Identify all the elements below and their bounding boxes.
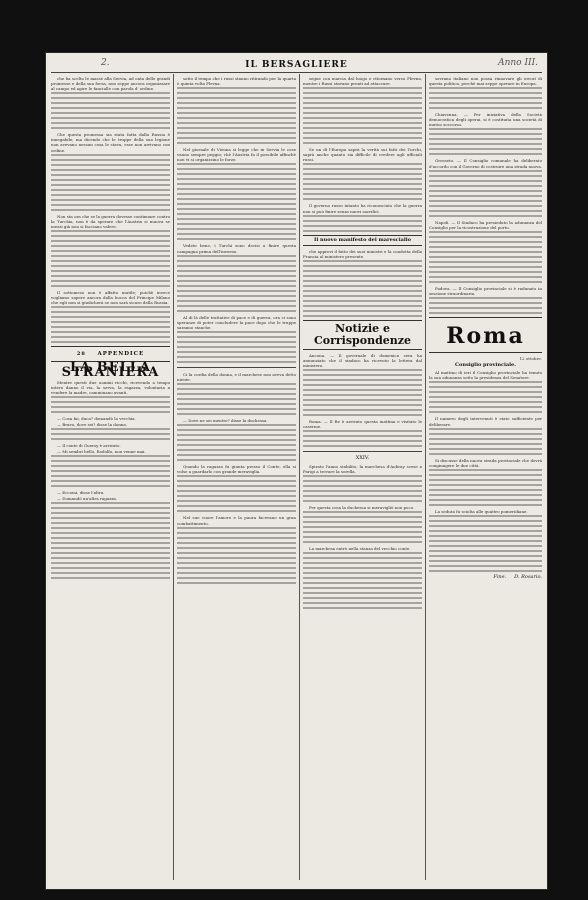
serial-text-block xyxy=(177,424,296,461)
col2-text-block xyxy=(177,255,296,312)
manifesto-text: che approvi il fatto dei suoi ministri e la condotta della Francia al ministero presente. xyxy=(303,248,422,259)
column-divider xyxy=(173,74,174,880)
col4-text-block xyxy=(429,515,542,572)
serial-paragraph: — Cosa fai, duca? domandò la vecchia. xyxy=(57,415,136,421)
col4-text-block xyxy=(429,469,542,506)
col4-text-block xyxy=(429,428,542,455)
serial-text-block xyxy=(51,428,170,440)
roma-header xyxy=(429,317,542,353)
column-3 xyxy=(303,76,422,886)
column-divider xyxy=(425,74,426,880)
roma-date: 12 ottobre. xyxy=(519,356,542,362)
roma-paragraph: Il numero degli intervenuti è stato sufficiente per deliberare. xyxy=(429,416,542,427)
col2-paragraph: sotto il tempo che i russi stanno ritirando per la quarta e quinta volta Plevna. xyxy=(177,76,296,87)
col3-text-block xyxy=(303,369,422,416)
col3-paragraph: Il governo russo intanto ha riconosciuto che la guerra non si può finire senza nuovi sacrifici. xyxy=(303,203,422,214)
col1-text-block xyxy=(51,230,170,287)
serial-paragraph: Ci la cordia della donna, e il marchese non aveva detto niente. xyxy=(177,371,296,383)
serial-signature xyxy=(429,575,542,580)
col4-text-block xyxy=(429,128,542,155)
col3-text-block xyxy=(303,260,422,317)
col4-text-block xyxy=(429,381,542,413)
serial-text-block xyxy=(303,511,422,543)
col2-paragraph: Vedete bene, i Turchi sono decisi a finire questa campagna prima dell'inverno. xyxy=(177,243,296,254)
col4-paragraph: sovrano italiano non possa rinnovare gli errori di questa politica, perchè mai seppe operare in Europa. xyxy=(429,76,542,87)
manifesto-title: Il nuovo manifesto del maresciallo xyxy=(303,235,422,246)
col3-paragraph: Se un dì l'Europa saprà la verità sui fatti dei Turchi, saprà anche quanto sia difficile di credere agli ufficiali russi. xyxy=(303,147,422,163)
author-signature: D. Rosario. xyxy=(514,573,542,580)
col2-paragraph: Nel giornale di Vienna si legge che in Servia le cose vanno sempre peggio; chè l'Austria fa il possibile affinchè non vi si organizzino le forze. xyxy=(177,147,296,163)
column-2 xyxy=(177,76,296,886)
news-section-title: Notizie e Corrispondenze xyxy=(303,320,422,350)
col4-paragraph: Napoli. — Il Sindaco ha presieduto la adunanza del Consiglio per la ricostruzione del porto. xyxy=(429,219,542,230)
serial-text-block xyxy=(303,552,422,609)
col3-text-block xyxy=(303,430,422,447)
col3-paragraph: segue con marcia dal luogo e ritornano verso Plevna, mentre i Russi stavano pronti ad attaccare. xyxy=(303,76,422,87)
col1-paragraph: Non sta ora che se la guerra dovesse continuare contro la Turchia, non è da sperare che l'Austria si muova se mezzi già non si facciano valere. xyxy=(51,213,170,229)
col4-text-block xyxy=(429,170,542,217)
col4-text-block xyxy=(429,231,542,283)
serial-paragraph: — Eccomi, disse l'altra. xyxy=(57,490,105,496)
col1-text-block xyxy=(51,92,170,129)
col1-text-block xyxy=(51,306,170,343)
serial-separator xyxy=(177,367,296,368)
serial-paragraph: — Bravo, dove sei? disse la donna. xyxy=(57,421,127,427)
serial-paragraph: Nel suo cuore l'amore e la paura facevano un gran combattimento. xyxy=(177,515,296,526)
masthead: IL BERSAGLIERE xyxy=(245,60,348,70)
serial-paragraph: — Domandò un'altra ragazza. xyxy=(57,496,118,502)
col4-paragraph: Chiavenna. — Per iniziativa della Società democratica degli operai, si è costituita una società di mutuo soccorso. xyxy=(429,112,542,128)
serial-text-block xyxy=(303,475,422,502)
col2-text-block xyxy=(177,87,296,144)
serial-text-block xyxy=(177,383,296,415)
col4-text-block xyxy=(429,87,542,109)
serial-title: LA BELLA STRANIERA xyxy=(61,360,160,381)
serial-paragraph: — Mi sembri bello, Rodolfo, non venne mai. xyxy=(57,449,146,455)
serial-paragraph: Quando la ragazza fu giunta presso il Conte, ella si volse a guardarlo con grande meraviglia. xyxy=(177,464,296,475)
col1-paragraph: Che questa promessa sia stata fatta dalla Russia è innegabile; ma dicendo che le truppe della sua legione non avevano nessun cosa le stava, esse non arrivano con ordine. xyxy=(51,132,170,153)
corner-annotation-right: Anno III. xyxy=(498,58,538,68)
col3-text-block xyxy=(303,87,422,144)
col4-paragraph: Grosseto. — Il Consiglio comunale ha deliberato d'accordo con il Governo di costruire una strada nuova. xyxy=(429,158,542,169)
col1-text-block xyxy=(51,154,170,211)
serial-paragraph: Mentre questi due uomini ricchi, ricevendo a tempo intero danno il via, la serva, la ragazza, volontaria a vendere la madre, camminano avanti. xyxy=(51,379,170,395)
col1-paragraph: che ha scelto le masse alla Servia, ad onta delle grandi promesse e della sua forza, non seppe ancora organizzare al campo ed agire le fanciulle con parola d' ordine. xyxy=(51,76,170,92)
serial-paragraph: — Dove ne sei mentre? disse la duchessa. xyxy=(183,418,268,424)
col2-text-block xyxy=(177,163,296,240)
news-paragraph: Ancona. — Il governale di domenica sera ha annunziato che il sindaco ha ricevuto la lettera dal ministero. xyxy=(303,352,422,369)
col3-text-block xyxy=(303,163,422,200)
masthead-rule xyxy=(51,72,542,73)
roma-paragraph: Si discusse della nuova strada provinciale che dovrà congiungere le due città. xyxy=(429,457,542,468)
news-paragraph: Roma. — Il Re è arrivato questa mattina e visitato le caserme. xyxy=(303,419,422,430)
appendix-label: APPENDICE xyxy=(97,351,145,358)
serial-paragraph: Per questa cosa la duchessa si meravigliò non poco. xyxy=(309,504,415,510)
roma-paragraph: La seduta fu sciolta alle quattro pomeridiane. xyxy=(435,508,528,514)
col3-text-block xyxy=(303,215,422,232)
col1-paragraph: Il sottomeso non è affatto inutile; poichè invece vogliamo sapere ancora dalla bocca del Principe Milano che egli non si giudicherà se non sarà sicuro della Russia. xyxy=(51,289,170,306)
column-1 xyxy=(51,76,170,886)
col2-paragraph: Al di là delle trattative di pace e di guerra, ora ci sono speranze di poter concludere la pace dopo che le truppe saranno stanche. xyxy=(177,314,296,330)
column-4 xyxy=(429,76,542,886)
col4-paragraph: Padova. — Il Consiglio provinciale si è radunato in sessione straordinaria. xyxy=(429,285,542,296)
newspaper-page xyxy=(45,52,548,890)
appendix-page-number: 28 xyxy=(76,351,86,358)
serial-text-block xyxy=(51,396,170,413)
serial-paragraph: Spirato l'anno stabilito, la marchesa d'Aubray scese a Parigi a trovare la sorella. xyxy=(303,463,422,474)
chapter-number: XXIV. xyxy=(355,455,370,462)
roma-paragraph: Al mattino di ieri il Consiglio provinciale ha tenuto la sua adunanza sotto la presidenza del Senatore. xyxy=(429,370,542,381)
col4-text-block xyxy=(429,297,542,314)
serial-paragraph: — Il conte di Guersy è arrivato. xyxy=(57,442,121,448)
serial-text-block xyxy=(177,527,296,584)
roma-subtitle: Consiglio provinciale. xyxy=(455,362,516,369)
roma-title: Roma xyxy=(446,323,525,350)
serial-separator xyxy=(303,451,422,452)
serial-text-block xyxy=(177,475,296,512)
corner-annotation-left: 2. xyxy=(101,58,110,68)
col2-text-block xyxy=(177,331,296,363)
column-divider xyxy=(299,74,300,880)
serial-text-block xyxy=(51,455,170,487)
serial-end: Fine. xyxy=(493,573,507,580)
serial-text-block xyxy=(51,502,170,579)
serial-paragraph: La marchesa entrò nella stanza del vecchio conte. xyxy=(309,545,411,551)
